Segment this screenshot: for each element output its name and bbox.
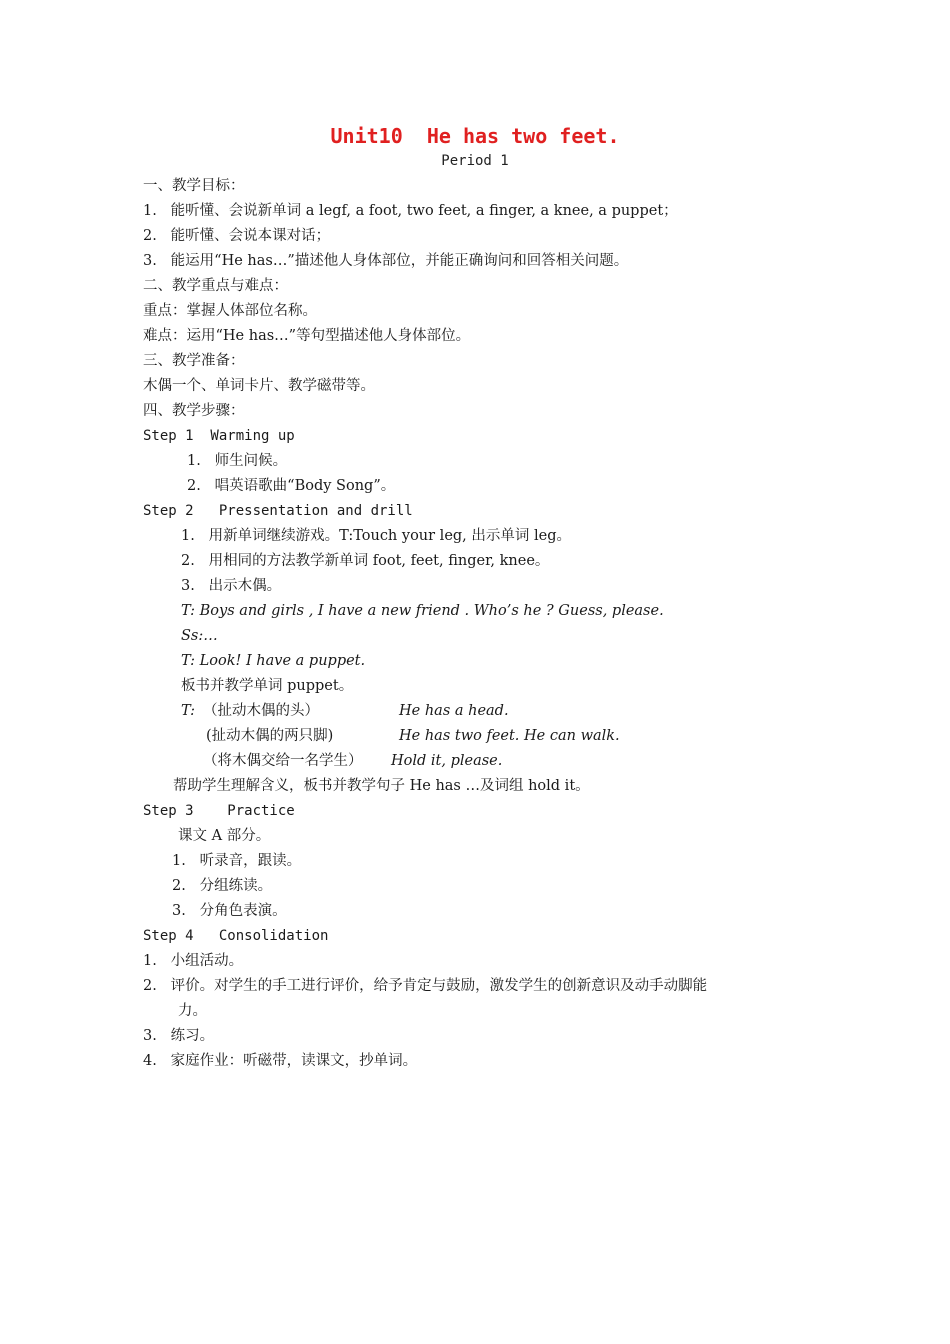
step4-item: 4. 家庭作业：听磁带，读课文，抄单词。 bbox=[143, 1053, 418, 1069]
step2-item: 1. 用新单词继续游戏。T:Touch your leg, 出示单词 leg。 bbox=[181, 528, 572, 544]
step1-item: 2. 唱英语歌曲“Body Song”。 bbox=[187, 478, 396, 494]
action-note: (扯动木偶的两只脚) bbox=[206, 728, 334, 744]
step3-heading: Step 3 Practice bbox=[143, 803, 295, 819]
step4-item: 1. 小组活动。 bbox=[143, 953, 244, 969]
step2-item: 3. 出示木偶。 bbox=[181, 578, 282, 594]
step3-item: 2. 分组练读。 bbox=[172, 878, 273, 894]
key-focus: 重点：掌握人体部位名称。 bbox=[143, 303, 317, 319]
step3-item: 3. 分角色表演。 bbox=[172, 903, 287, 919]
step1-item: 1. 师生问候。 bbox=[187, 453, 288, 469]
step2-item: 2. 用相同的方法教学新单词 foot, feet, finger, knee。 bbox=[181, 553, 550, 569]
key-points-heading: 二、教学重点与难点： bbox=[143, 278, 288, 294]
objective-item: 1. 能听懂、会说新单词 a legf, a foot, two feet, a finger, a knee, a puppet； bbox=[143, 203, 678, 219]
objective-item: 2. 能听懂、会说本课对话； bbox=[143, 228, 331, 244]
document-title: Unit10 He has two feet. bbox=[330, 124, 620, 148]
action-line: Hold it, please. bbox=[391, 753, 503, 769]
step3-intro: 课文 A 部分。 bbox=[178, 828, 271, 844]
step4-heading: Step 4 Consolidation bbox=[143, 928, 329, 944]
action-note: （将木偶交给一名学生） bbox=[203, 753, 363, 769]
preparation-text: 木偶一个、单词卡片、教学磁带等。 bbox=[143, 378, 375, 394]
document-subtitle: Period 1 bbox=[441, 153, 509, 169]
preparation-heading: 三、教学准备： bbox=[143, 353, 245, 369]
action-line: He has two feet. He can walk. bbox=[399, 728, 620, 744]
dialogue-line: Ss:… bbox=[181, 628, 218, 644]
step4-item: 2. 评价。对学生的手工进行评价，给予肯定与鼓励，激发学生的创新意识及动手动脚能 bbox=[143, 978, 708, 994]
action-note: （扯动木偶的头） bbox=[203, 703, 319, 719]
step3-item: 1. 听录音，跟读。 bbox=[172, 853, 302, 869]
step4-item: 3. 练习。 bbox=[143, 1028, 215, 1044]
action-speaker: T: bbox=[181, 703, 196, 719]
steps-heading: 四、教学步骤： bbox=[143, 403, 245, 419]
board-note: 板书并教学单词 puppet。 bbox=[181, 678, 354, 694]
step1-heading: Step 1 Warming up bbox=[143, 428, 295, 444]
step4-item-continuation: 力。 bbox=[178, 1003, 207, 1019]
dialogue-line: T: Look! I have a puppet. bbox=[181, 653, 366, 669]
key-difficulty: 难点：运用“He has…”等句型描述他人身体部位。 bbox=[143, 328, 471, 344]
step2-heading: Step 2 Pressentation and drill bbox=[143, 503, 413, 519]
objectives-heading: 一、教学目标： bbox=[143, 178, 245, 194]
objective-item: 3. 能运用“He has…”描述他人身体部位，并能正确询问和回答相关问题。 bbox=[143, 253, 629, 269]
step2-summary: 帮助学生理解含义，板书并教学句子 He has …及词组 hold it。 bbox=[173, 778, 590, 794]
action-line: He has a head. bbox=[399, 703, 509, 719]
dialogue-line: T: Boys and girls , I have a new friend . Who’s he ? Guess, please. bbox=[181, 603, 664, 619]
